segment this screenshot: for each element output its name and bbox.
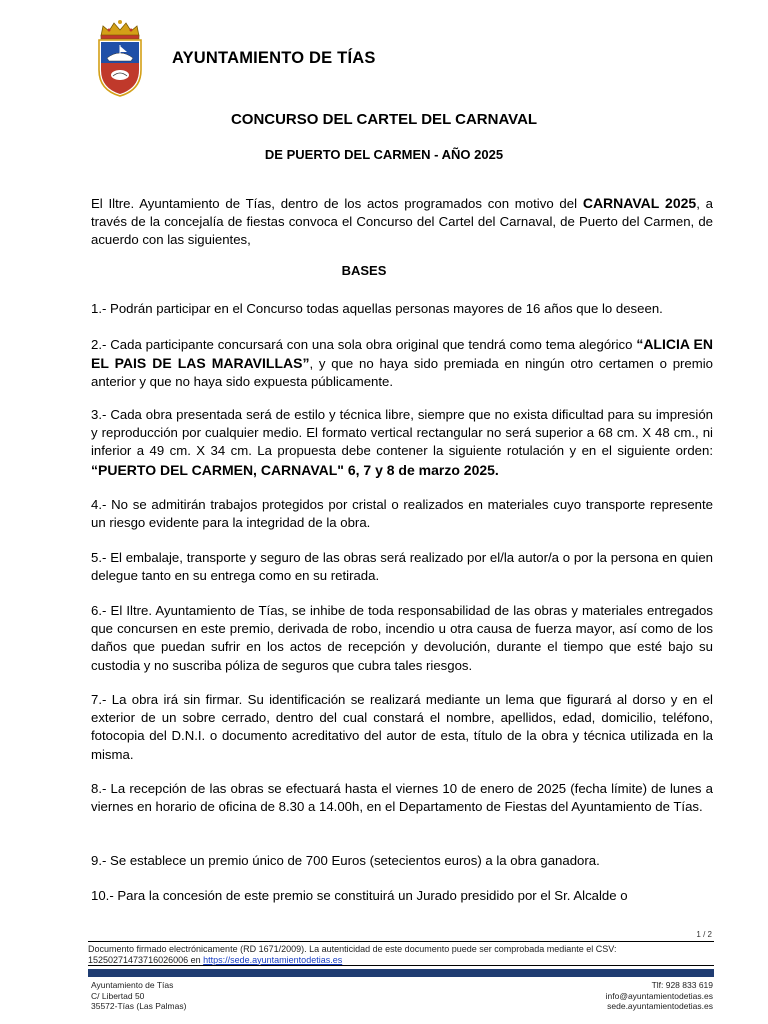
base-item-1: 1.- Podrán participar en el Concurso todas aquellas personas mayores de 16 años que lo deseen.	[91, 301, 663, 316]
footer-org: Ayuntamiento de Tías	[91, 980, 174, 990]
base-item-3-lettering: “PUERTO DEL CARMEN, CARNAVAL" 6, 7 y 8 de marzo 2025.	[91, 461, 499, 478]
base-item-8: 8.- La recepción de las obras se efectuará hasta el viernes 10 de enero de 2025 (fecha límite) de lunes a viernes en horario de oficina de 8.30 a 14.00h, en el Departamento de Fiestas del Ayuntamiento de Tías.	[91, 781, 713, 815]
footer-address	[91, 980, 186, 1012]
bases-heading: BASES	[341, 263, 387, 278]
page-number: 1 / 2	[696, 930, 712, 939]
signature-line-1: Documento firmado electrónicamente (RD 1671/2009). La autenticidad de este documento puede ser comprobada mediante el CSV:	[88, 944, 617, 954]
base-item-3: 3.- Cada obra presentada será de estilo y técnica libre, siempre que no exista dificultad para su impresión y reproducción por cualquier medio. El formato vertical rectangular no será superior a 68 cm. X 48 cm., ni inferior a 49 cm. X 34 cm. La propuesta debe contener la siguiente rotulación y en el siguiente orden: “PUERTO DEL CARMEN, CARNAVAL" 6, 7 y 8 de marzo 2025.	[91, 407, 713, 478]
base-item-6: 6.- El Iltre. Ayuntamiento de Tías, se inhibe de toda responsabilidad de las obras y materiales entregados que concursen en este premio, derivada de robo, incendio u otra causa de fuerza mayor, así como de los daños que puedan sufrir en los actos de recepción y devolución, durante el tiempo que esté bajo su custodia y no suscriba póliza de seguros que cubra tales riesgos.	[91, 603, 713, 673]
intro-bold: CARNAVAL 2025	[582, 195, 697, 211]
base-item-2: 2.- Cada participante concursará con una sola obra original que tendrá como tema alegórico “ALICIA EN EL PAIS DE LAS MARAVILLAS”, y que no haya sido premiada en ningún otro certamen o premio anterior y que no haya sido expuesta públicamente.	[91, 336, 714, 390]
base-item-7: 7.- La obra irá sin firmar. Su identificación se realizará mediante un lema que figurará al dorso y en el exterior de un sobre cerrado, dentro del cual constará el nombre, apellidos, edad, domicilio, teléfono, fotocopia del D.N.I. o documento acreditativo del autor de esta, título de la obra y técnica utilizada en la misma.	[91, 692, 713, 762]
footer-street: C/ Libertad 50	[91, 990, 145, 1001]
footer-divider-bar	[88, 969, 714, 977]
base-item-2-theme: “ALICIA EN EL PAIS DE LAS MARAVILLAS”	[91, 336, 713, 372]
crown-icon	[101, 20, 139, 39]
document-subtitle: DE PUERTO DEL CARMEN - AÑO 2025	[264, 147, 504, 162]
footer-website[interactable]: sede.ayuntamientodetias.es	[607, 1001, 713, 1011]
base-item-5: 5.- El embalaje, transporte y seguro de las obras será realizado por el/la autor/a o por la persona en quien delegue tanto en su entrega como en su retirada.	[91, 550, 713, 584]
coat-of-arms-logo	[93, 18, 147, 98]
intro-paragraph: El Iltre. Ayuntamiento de Tías, dentro de los actos programados con motivo del CARNAVAL 2025, a través de la concejalía de fiestas convoca el Concurso del Cartel del Carnaval, de Puerto del Carmen, de acuerdo con las siguientes,	[91, 195, 713, 248]
footer-city: 35572-Tías (Las Palmas)	[91, 1001, 187, 1011]
signature-line-2: 15250271473716026006 en https://sede.ayuntamientodetias.es	[88, 954, 343, 965]
electronic-signature-box	[88, 941, 714, 966]
base-item-10: 10.- Para la concesión de este premio se constituirá un Jurado presidido por el Sr. Alcalde o	[91, 888, 628, 903]
footer-contact	[606, 980, 713, 1012]
footer-phone: Tlf: 928 833 619	[651, 980, 713, 990]
footer-email[interactable]: info@ayuntamientodetias.es	[605, 990, 713, 1001]
document-title: CONCURSO DEL CARTEL DEL CARNAVAL	[230, 111, 538, 128]
base-item-9: 9.- Se establece un premio único de 700 Euros (setecientos euros) a la obra ganadora.	[91, 853, 600, 868]
base-item-4: 4.- No se admitirán trabajos protegidos por cristal o realizados en materiales cuyo transporte represente un riesgo evidente para la integridad de la obra.	[91, 497, 713, 531]
organization-name: AYUNTAMIENTO DE TÍAS	[172, 49, 376, 67]
verification-link[interactable]: https://sede.ayuntamientodetias.es	[203, 954, 343, 965]
